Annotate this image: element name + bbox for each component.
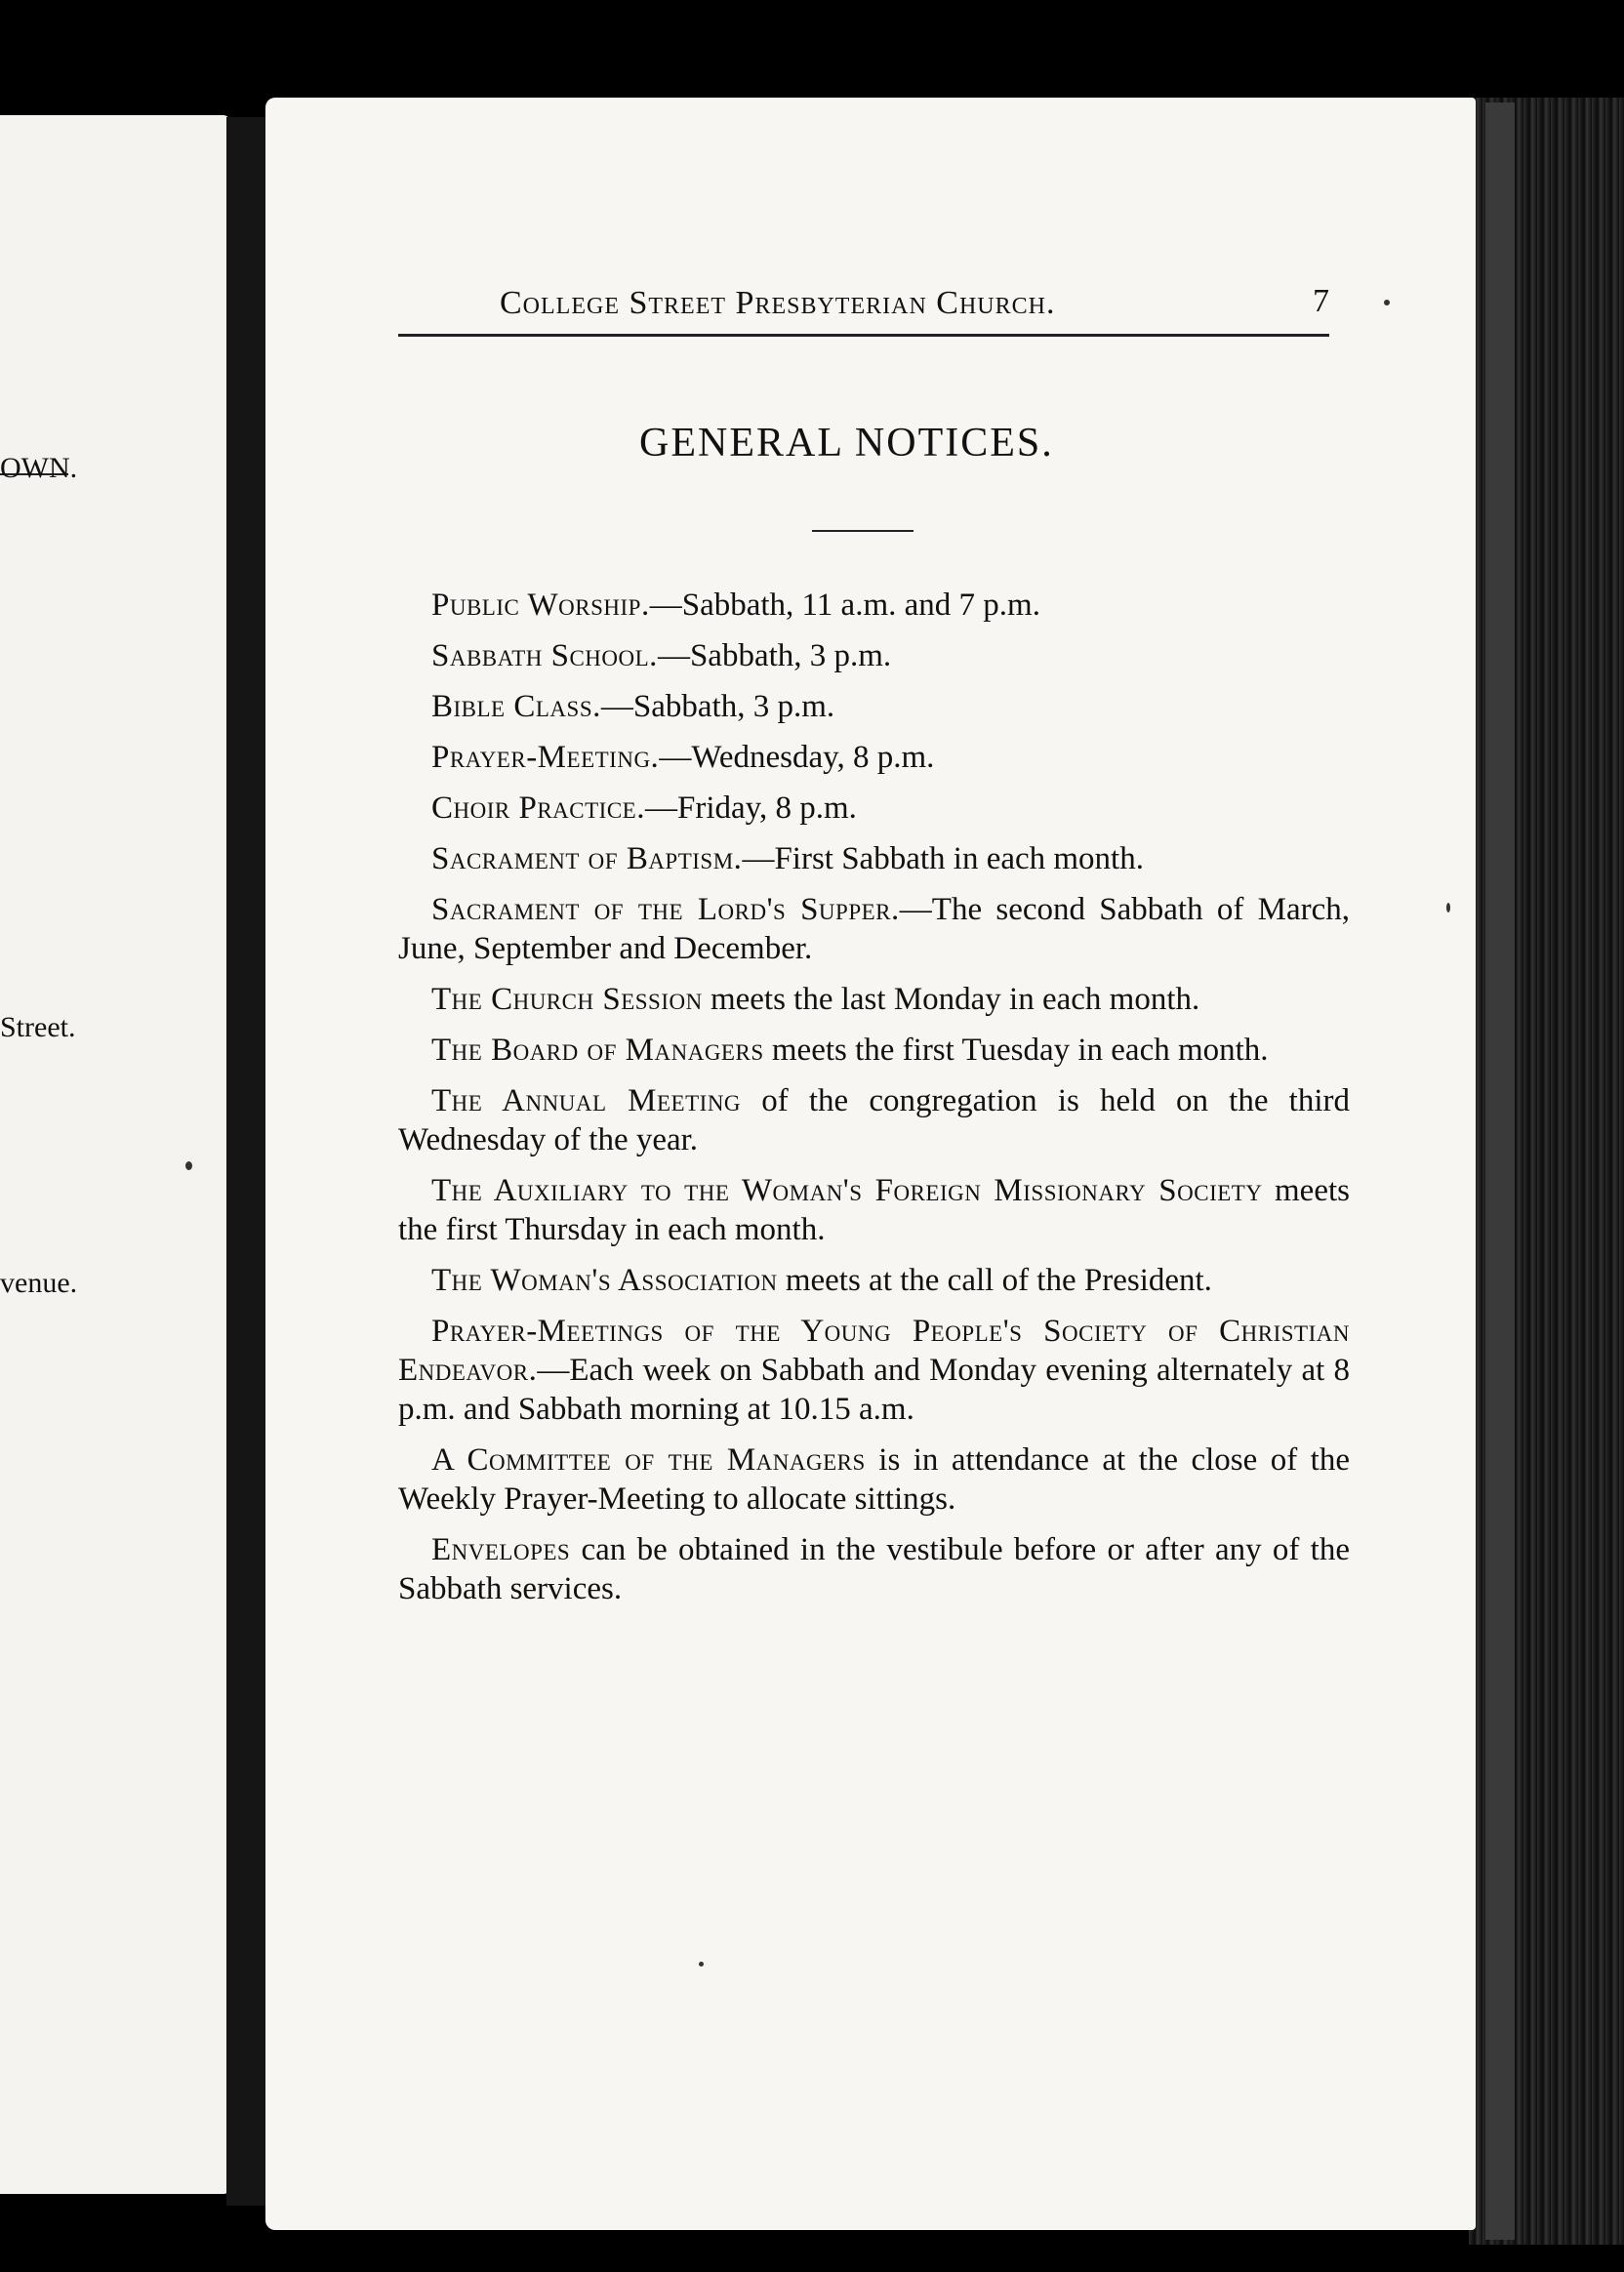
notice-text: meets the last Monday in each month. <box>702 982 1200 1017</box>
book-gutter <box>226 117 267 2206</box>
left-page-fragment: Street. <box>0 1011 76 1043</box>
notice-text: —The second Sabbath of March, June, September and December. <box>398 892 1351 966</box>
notice-text: —Sabbath, 11 a.m. and 7 p.m. <box>649 588 1040 623</box>
notice-heading: The Auxiliary to the Woman's Foreign Missionary Society <box>431 1173 1263 1208</box>
title-divider <box>812 530 914 532</box>
notice-text: meets at the call of the President. <box>777 1263 1212 1298</box>
notice-choir-practice <box>398 789 1350 828</box>
notice-text: —Sabbath, 3 p.m. <box>600 689 835 724</box>
book-edge-strip <box>1485 102 1515 2240</box>
header-rule <box>398 334 1329 337</box>
notice-lords-supper <box>398 890 1350 968</box>
left-facing-page <box>0 115 229 2194</box>
scan-speck <box>1446 903 1450 913</box>
notice-heading: Sabbath School. <box>431 638 658 673</box>
notice-text: of the congregation is held on the third Wednesday of the year. <box>398 1083 1350 1157</box>
notice-bible-class <box>398 687 1350 726</box>
notice-heading: Bible Class. <box>431 689 601 724</box>
notice-committee-of-managers <box>398 1440 1350 1519</box>
notice-heading: Choir Practice. <box>431 791 645 826</box>
notice-text: —Each week on Sabbath and Monday evening alternately at 8 p.m. and Sabbath morning at 10.15 a.m. <box>398 1353 1350 1427</box>
notice-heading: The Church Session <box>431 982 703 1017</box>
notice-prayer-meeting <box>398 738 1350 777</box>
notice-heading: The Woman's Association <box>431 1263 778 1298</box>
notice-text: —First Sabbath in each month. <box>742 841 1144 876</box>
notice-board-of-managers <box>398 1031 1350 1070</box>
notice-heading: Prayer-Meetings of the Young People's Society of Christian Endeavor. <box>398 1314 1350 1388</box>
notice-heading: Public Worship. <box>431 588 650 623</box>
notice-heading: The Board of Managers <box>431 1033 764 1068</box>
section-title: GENERAL NOTICES. <box>639 421 1054 466</box>
notice-heading: A Committee of the Managers <box>431 1442 866 1478</box>
notice-heading: The Annual Meeting <box>431 1083 742 1118</box>
notices-list <box>398 586 1350 1620</box>
scan-speck <box>185 1161 192 1170</box>
notice-text: can be obtained in the vestibule before or after any of the Sabbath services. <box>398 1532 1350 1606</box>
notice-sabbath-school <box>398 636 1350 675</box>
notice-envelopes <box>398 1530 1350 1608</box>
notice-text: —Sabbath, 3 p.m. <box>657 638 892 673</box>
notice-heading: Sacrament of the Lord's Supper. <box>431 892 900 927</box>
notice-text: —Wednesday, 8 p.m. <box>659 740 935 775</box>
notice-womans-association <box>398 1261 1350 1300</box>
notice-text: meets the first Tuesday in each month. <box>763 1033 1269 1068</box>
notice-sacrament-baptism <box>398 839 1350 878</box>
left-page-fragment: venue. <box>0 1267 78 1299</box>
notice-heading: Envelopes <box>431 1532 571 1567</box>
notice-auxiliary <box>398 1171 1350 1249</box>
scan-speck <box>1384 300 1390 305</box>
notice-heading: Prayer-Meeting. <box>431 740 660 775</box>
scan-speck <box>699 1962 704 1967</box>
notice-public-worship <box>398 586 1350 625</box>
running-head-title: College Street Presbyterian Church. <box>500 285 1056 321</box>
notice-text: —Friday, 8 p.m. <box>644 791 857 826</box>
left-page-fragment: OWN. <box>0 452 78 484</box>
page-number: 7 <box>1313 283 1329 319</box>
notice-christian-endeavor <box>398 1312 1350 1429</box>
notice-text: is in attendance at the close of the Weekly Prayer-Meeting to allocate sittings. <box>398 1442 1350 1517</box>
notice-annual-meeting <box>398 1081 1350 1159</box>
notice-church-session <box>398 980 1350 1019</box>
notice-text: meets the first Thursday in each month. <box>398 1173 1350 1247</box>
notice-heading: Sacrament of Baptism. <box>431 841 743 876</box>
